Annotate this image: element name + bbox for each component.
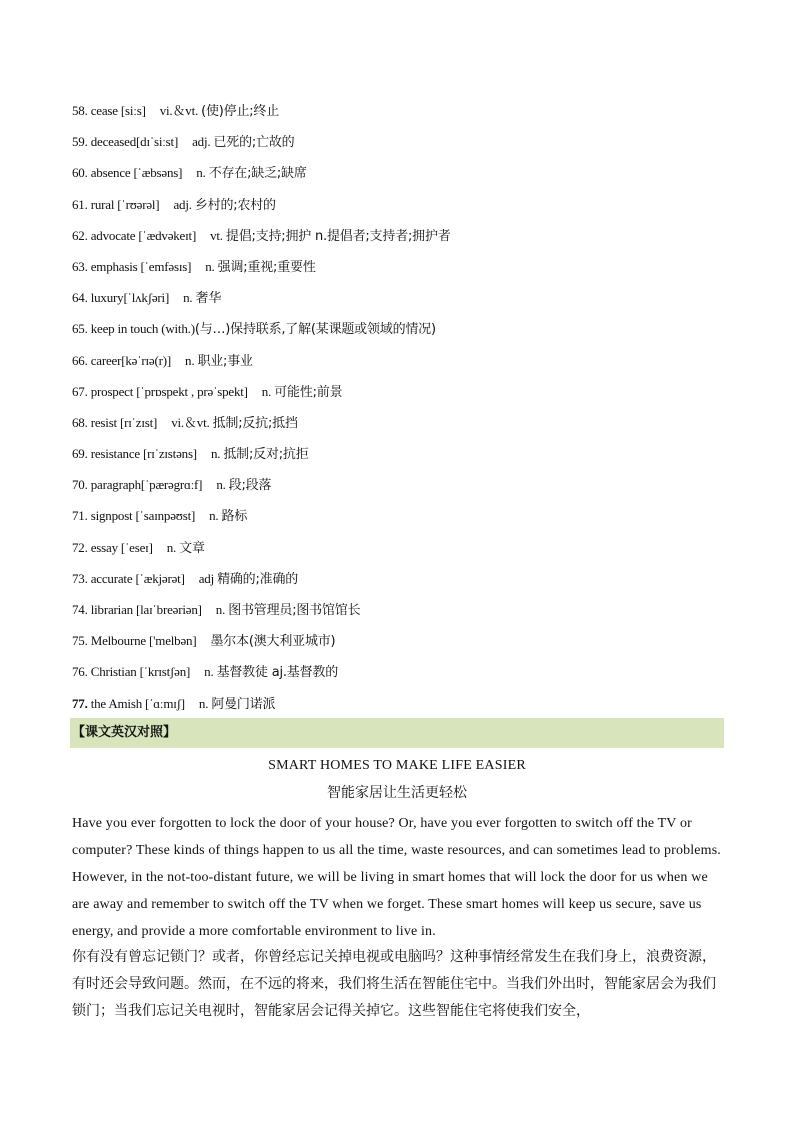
vocab-entry (72, 444, 732, 475)
vocab-entry (72, 351, 732, 382)
vocab-word: Christian [ˈkrɪstʃən] (90, 664, 191, 680)
vocab-number: 66. (72, 352, 88, 368)
vocab-word: resistance [rɪˈzɪstəns] (90, 446, 197, 462)
vocab-entry (72, 569, 732, 600)
vocab-entry (72, 382, 732, 413)
vocab-number: 75. (72, 633, 88, 649)
vocab-entry (72, 101, 732, 132)
vocab-meaning: 已死的;亡故的 (213, 135, 295, 151)
vocab-part-of-speech: adj. (192, 134, 211, 150)
vocab-entry (72, 506, 732, 537)
vocab-meaning: 奢华 (195, 291, 222, 307)
vocab-number: 74. (72, 602, 88, 617)
vocab-meaning: 文章 (179, 540, 205, 556)
vocab-meaning: 可能性;前景 (274, 384, 343, 400)
vocab-part-of-speech: n. (204, 664, 214, 680)
vocab-word: prospect [ˈprɒspekt , prəˈspekt] (90, 383, 248, 399)
vocab-part-of-speech: n. (209, 508, 219, 524)
vocab-entry (72, 257, 732, 288)
vocab-number: 72. (72, 539, 88, 555)
vocab-entry (72, 226, 732, 257)
vocab-meaning: 路标 (221, 509, 248, 525)
vocab-part-of-speech: vt. (210, 227, 223, 243)
vocab-part-of-speech: n. (183, 290, 193, 306)
article-title-en: SMART HOMES TO MAKE LIFE EASIER (268, 758, 526, 773)
vocab-entry (72, 163, 732, 194)
vocab-word: signpost [ˈsaɪnpəʊst] (90, 508, 196, 524)
vocab-meaning: 抵制;反对;抗拒 (223, 447, 309, 463)
vocab-part-of-speech: n. (185, 352, 195, 368)
vocab-word: cease [siːs] (90, 103, 146, 118)
vocab-word: the Amish [ˈɑːmɪʃ] (90, 695, 185, 711)
vocab-entry (72, 413, 732, 444)
vocab-number: 70. (72, 477, 88, 493)
vocab-number: 63. (72, 258, 88, 274)
vocab-entry (72, 195, 732, 226)
section-header: 【课文英汉对照】 (70, 718, 724, 748)
vocab-entry (72, 319, 732, 350)
vocab-number: 62. (72, 227, 88, 243)
vocab-meaning: 基督教徒 aj.基督教的 (216, 665, 339, 681)
vocab-entry (72, 631, 732, 662)
vocab-number: 60. (72, 165, 88, 181)
vocab-word: librarian [laɪˈbreəriən] (90, 602, 202, 617)
vocab-word: advocate [ˈædvəkeɪt] (90, 227, 197, 243)
article-paragraph-en: Have you ever forgotten to lock the door of your house? Or, have you ever forgotten to switch off the TV or computer? These kinds of things happen to us all the time, waste resources, and can sometimes lead to problems. However, in the not-too-distant future, we will be living in smart homes that will lock the door for us when we are away and remember to switch off the TV when we forget. These smart homes will keep us secure, save us energy, and provide a more comfortable environment to live in. (72, 816, 721, 939)
vocab-part-of-speech: n. (166, 539, 177, 555)
vocab-entry (72, 288, 732, 319)
vocab-meaning: 段;段落 (228, 478, 272, 494)
vocab-part-of-speech: n. (205, 258, 215, 274)
vocab-part-of-speech: n. (215, 602, 226, 617)
vocab-word: deceased[dɪˈsiːst] (90, 134, 179, 150)
vocab-word: absence [ˈæbsəns] (90, 165, 183, 181)
vocab-number: 77. (72, 695, 88, 711)
vocab-number: 71. (72, 508, 88, 524)
vocab-word: rural [ˈrʊərəl] (90, 196, 160, 212)
vocab-meaning: 强调;重视;重要性 (217, 259, 316, 275)
vocab-part-of-speech: n. (198, 695, 209, 711)
vocab-entry (72, 132, 732, 163)
vocab-meaning: 抵制;反抗;抵挡 (212, 415, 298, 431)
vocab-meaning: 职业;事业 (197, 353, 253, 369)
vocab-word: emphasis [ˈemfəsɪs] (90, 258, 192, 274)
vocab-word: keep in touch (with.) (90, 321, 195, 337)
vocab-word: Melbourne ['melbən] (90, 633, 197, 649)
vocab-word: essay [ˈeseɪ] (90, 539, 153, 555)
vocab-entry (72, 662, 732, 693)
vocab-meaning: 乡村的;农村的 (194, 197, 276, 213)
vocab-word: luxury[ˈlʌkʃəri] (90, 290, 170, 306)
vocab-word: resist [rɪˈzɪst] (90, 414, 158, 430)
vocab-part-of-speech: vi.＆vt. (159, 103, 199, 118)
vocab-number: 76. (72, 664, 88, 680)
vocab-part-of-speech: n. (210, 446, 221, 462)
vocab-number: 67. (72, 383, 88, 399)
vocab-entry (72, 475, 732, 506)
vocab-number: 58. (72, 103, 88, 118)
vocab-number: 61. (72, 196, 88, 212)
vocab-meaning: 不存在;缺乏;缺席 (208, 166, 307, 182)
vocab-meaning: 阿曼门诺派 (211, 696, 276, 712)
vocab-meaning: 提倡;支持;拥护 n.提倡者;支持者;拥护者 (225, 228, 451, 244)
vocab-number: 59. (72, 134, 88, 150)
vocab-number: 65. (72, 321, 88, 337)
vocab-meaning: 墨尔本(澳大利亚城市) (210, 634, 336, 650)
vocab-meaning: 精确的;准确的 (217, 571, 299, 587)
vocab-entry (72, 538, 732, 569)
vocab-part-of-speech: n. (196, 165, 206, 181)
article-title-cn: 智能家居让生活更轻松 (327, 785, 467, 801)
vocab-number: 68. (72, 414, 88, 430)
vocabulary-list (72, 101, 732, 725)
vocab-word: paragraph[ˈpærəgrɑːf] (90, 477, 203, 493)
article-paragraph-cn: 你有没有曾忘记锁门？或者，你曾经忘记关掉电视或电脑吗？这种事情经常发生在我们身上，浪费资源，有时还会导致问题。然而，在不远的将来，我们将生活在智能住宅中。当我们外出时，智能家居会为我们锁门；当我们忘记关电视时，智能家居会记得关掉它。这些智能住宅将使我们安全， (72, 949, 716, 1019)
vocab-number: 73. (72, 570, 88, 586)
vocab-meaning: (使)停止;终止 (201, 104, 280, 119)
vocab-part-of-speech: n. (261, 383, 272, 399)
vocab-part-of-speech: adj (198, 570, 215, 586)
vocab-number: 69. (72, 446, 88, 462)
vocab-word: career[kəˈrɪə(r)] (90, 352, 172, 368)
vocab-entry (72, 600, 732, 631)
vocab-meaning: (与…)保持联系,了解(某课题或领域的情况) (194, 322, 436, 338)
vocab-part-of-speech: vi.＆vt. (171, 414, 210, 430)
vocab-number: 64. (72, 290, 88, 306)
vocab-part-of-speech: adj. (173, 196, 192, 212)
vocab-meaning: 图书管理员;图书馆馆长 (228, 603, 361, 618)
vocab-part-of-speech: n. (216, 477, 226, 493)
vocab-word: accurate [ˈækjərət] (90, 570, 185, 586)
